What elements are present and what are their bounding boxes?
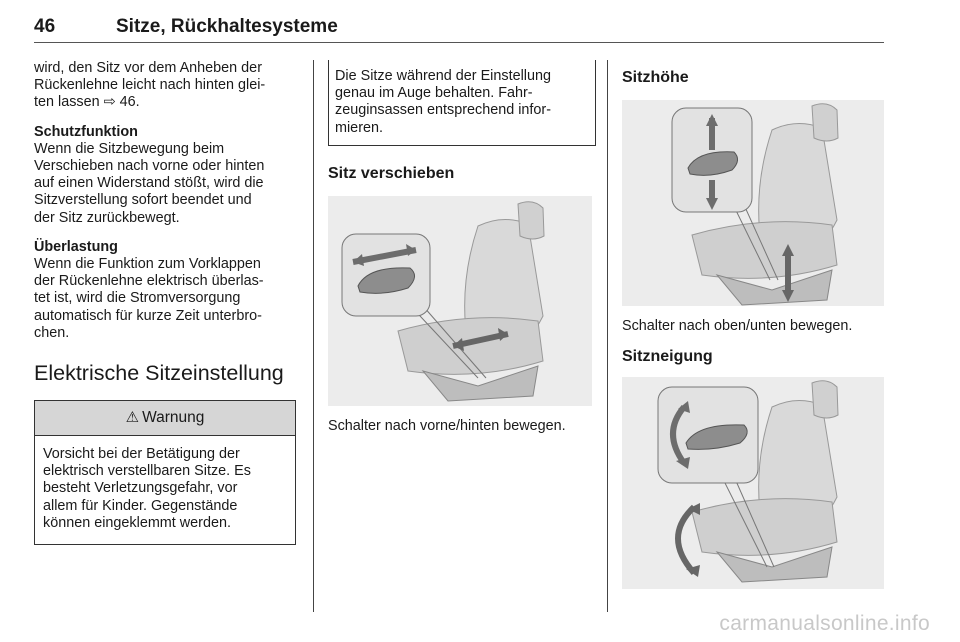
text-line: Die Sitze während der Einstellung — [335, 68, 551, 84]
warning-triangle-icon: ⚠ — [125, 409, 140, 427]
text-line: Rückenlehne leicht nach hinten glei- — [34, 77, 266, 94]
ueberlastung-heading: Überlastung — [34, 238, 118, 255]
warning-header — [35, 400, 295, 436]
column-3 — [622, 60, 890, 589]
text-line: genau im Auge behalten. Fahr- — [335, 85, 533, 102]
warning-title: Warnung — [142, 409, 205, 427]
warning-body — [35, 436, 295, 544]
sitzhoehe-heading: Sitzhöhe — [622, 69, 689, 86]
text-line: auf einen Widerstand stößt, wird die — [34, 175, 264, 192]
text-line: der Rückenlehne elektrisch überlas- — [34, 273, 264, 290]
text-line: automatisch für kurze Zeit unterbro- — [34, 307, 262, 324]
text-line: zeuginsassen entsprechend infor- — [335, 102, 551, 119]
seat-slide-illustration — [328, 196, 592, 406]
text-line: mieren. — [335, 119, 383, 136]
text-line: Wenn die Funktion zum Vorklappen — [34, 256, 261, 273]
page-number: 46 — [34, 16, 56, 37]
intro-paragraph — [34, 60, 296, 112]
column-1 — [34, 60, 296, 545]
seat-tilt-illustration — [622, 377, 884, 589]
text-line: Wenn die Sitzbewegung beim — [34, 140, 225, 157]
seat-height-illustration — [622, 100, 884, 306]
text-line: besteht Verletzungsgefahr, vor — [43, 480, 238, 497]
page-title: Sitze, Rückhaltesysteme — [116, 16, 338, 37]
text-line: der Sitz zurückbewegt. — [34, 209, 180, 226]
text-line: Sitzverstellung sofort beendet und — [34, 192, 252, 209]
warning-continuation-box — [328, 60, 596, 146]
sitz-verschieben-caption: Schalter nach vorne/hinten bewegen. — [328, 417, 566, 434]
column-divider — [607, 60, 608, 612]
text-line: tet ist, wird die Stromversorgung — [34, 290, 241, 307]
sitzneigung-heading: Sitzneigung — [622, 348, 713, 366]
sitzhoehe-caption: Schalter nach oben/unten bewegen. — [622, 318, 853, 334]
text-line: allem für Kinder. Gegenstände — [43, 497, 238, 514]
column-divider — [313, 60, 314, 612]
column-2 — [328, 60, 596, 435]
warning-box — [34, 400, 296, 545]
text-line: elektrisch verstellbaren Sitze. Es — [43, 463, 251, 480]
watermark: carmanualsonline.info — [719, 612, 930, 635]
schutz-heading: Schutzfunktion — [34, 123, 138, 140]
text-line: wird, den Sitz vor dem Anheben der — [34, 60, 262, 76]
text-line: Verschieben nach vorne oder hinten — [34, 158, 265, 175]
ueberlastung-paragraph — [34, 239, 296, 342]
text-line: ten lassen ⇨ 46. — [34, 94, 140, 111]
text-line: chen. — [34, 324, 70, 341]
schutz-paragraph — [34, 124, 296, 227]
text-line: Vorsicht bei der Betätigung der — [43, 446, 240, 463]
section-heading: Elektrische Sitzeinstellung — [34, 361, 284, 386]
page-header — [34, 14, 884, 43]
text-line: können eingeklemmt werden. — [43, 514, 231, 531]
sitz-verschieben-heading: Sitz verschieben — [328, 164, 455, 182]
